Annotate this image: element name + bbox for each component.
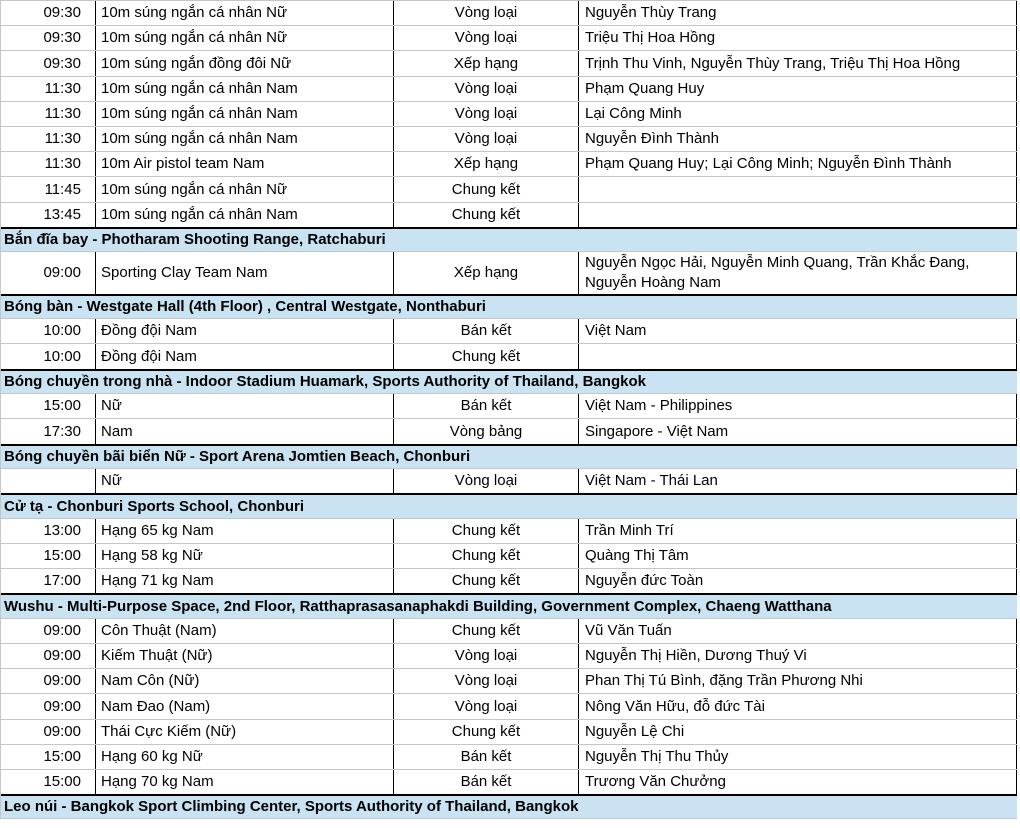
cell-event: 10m súng ngắn cá nhân Nữ <box>96 1 394 25</box>
cell-participants: Nguyễn Đình Thành <box>579 127 1017 151</box>
cell-participants: Quàng Thị Tâm <box>579 544 1017 568</box>
cell-round: Vòng loại <box>394 669 579 693</box>
cell-time: 09:00 <box>1 669 96 693</box>
schedule-row <box>1 76 1017 101</box>
cell-event: Hạng 58 kg Nữ <box>96 544 394 568</box>
section-header: Cử tạ - Chonburi Sports School, Chonburi <box>1 493 1017 518</box>
schedule-row <box>1 769 1017 794</box>
section-header: Bóng chuyền trong nhà - Indoor Stadium Huamark, Sports Authority of Thailand, Bangkok <box>1 369 1017 394</box>
schedule-row <box>1 518 1017 543</box>
cell-time: 09:30 <box>1 1 96 25</box>
cell-time: 15:00 <box>1 745 96 769</box>
schedule-row <box>1 418 1017 443</box>
schedule-row <box>1 618 1017 643</box>
cell-round: Vòng loại <box>394 26 579 50</box>
cell-event: Đồng đội Nam <box>96 344 394 368</box>
cell-round: Chung kết <box>394 344 579 368</box>
schedule-row <box>1 202 1017 227</box>
cell-round: Bán kết <box>394 745 579 769</box>
cell-time: 09:00 <box>1 619 96 643</box>
schedule-row <box>1 101 1017 126</box>
cell-participants <box>579 344 1017 368</box>
cell-time: 15:00 <box>1 770 96 794</box>
cell-event: Thái Cực Kiếm (Nữ) <box>96 720 394 744</box>
cell-participants: Singapore - Việt Nam <box>579 419 1017 443</box>
cell-event: Nam Đao (Nam) <box>96 694 394 718</box>
cell-round: Chung kết <box>394 720 579 744</box>
cell-round: Vòng loại <box>394 102 579 126</box>
cell-participants: Nguyễn đức Toàn <box>579 569 1017 593</box>
cell-event: Sporting Clay Team Nam <box>96 252 394 294</box>
cell-time: 09:30 <box>1 26 96 50</box>
schedule-row <box>1 568 1017 593</box>
cell-time: 11:30 <box>1 127 96 151</box>
cell-event: Hạng 70 kg Nam <box>96 770 394 794</box>
cell-round: Xếp hạng <box>394 51 579 75</box>
schedule-row <box>1 744 1017 769</box>
cell-participants: Nguyễn Thùy Trang <box>579 1 1017 25</box>
cell-event: 10m súng ngắn cá nhân Nữ <box>96 177 394 201</box>
schedule-row <box>1 50 1017 75</box>
cell-event: Nữ <box>96 469 394 493</box>
cell-event: Hạng 71 kg Nam <box>96 569 394 593</box>
cell-participants: Nguyễn Thị Thu Thủy <box>579 745 1017 769</box>
schedule-row <box>1 468 1017 493</box>
cell-round: Chung kết <box>394 177 579 201</box>
cell-time: 10:00 <box>1 344 96 368</box>
cell-round: Chung kết <box>394 619 579 643</box>
cell-event: 10m súng ngắn cá nhân Nam <box>96 102 394 126</box>
cell-event: 10m súng ngắn cá nhân Nam <box>96 127 394 151</box>
cell-round: Bán kết <box>394 319 579 343</box>
schedule-row <box>1 343 1017 368</box>
schedule-row <box>1 393 1017 418</box>
cell-time: 11:30 <box>1 152 96 176</box>
cell-round: Vòng loại <box>394 644 579 668</box>
schedule-row <box>1 151 1017 176</box>
section-header: Bóng chuyền bãi biển Nữ - Sport Arena Jomtien Beach, Chonburi <box>1 444 1017 469</box>
cell-event: Đồng đội Nam <box>96 319 394 343</box>
schedule-row <box>1 693 1017 718</box>
cell-time: 13:00 <box>1 519 96 543</box>
cell-participants: Trương Văn Chưởng <box>579 770 1017 794</box>
cell-participants: Phạm Quang Huy <box>579 77 1017 101</box>
cell-participants <box>579 203 1017 227</box>
cell-participants: Nguyễn Thị Hiền, Dương Thuý Vi <box>579 644 1017 668</box>
schedule-row <box>1 318 1017 343</box>
cell-event: Nam <box>96 419 394 443</box>
cell-time: 10:00 <box>1 319 96 343</box>
schedule-row <box>1 251 1017 294</box>
cell-event: 10m súng ngắn cá nhân Nữ <box>96 26 394 50</box>
cell-event: Hạng 60 kg Nữ <box>96 745 394 769</box>
cell-time: 09:30 <box>1 51 96 75</box>
cell-time: 13:45 <box>1 203 96 227</box>
section-header: Wushu - Multi-Purpose Space, 2nd Floor, Ratthaprasasanaphakdi Building, Government Complex, Chaeng Watthana <box>1 593 1017 618</box>
cell-round: Chung kết <box>394 544 579 568</box>
cell-participants: Nguyễn Ngọc Hải, Nguyễn Minh Quang, Trần Khắc Đang, Nguyễn Hoàng Nam <box>579 252 1017 294</box>
cell-round: Vòng loại <box>394 469 579 493</box>
cell-participants: Việt Nam - Philippines <box>579 394 1017 418</box>
cell-time: 11:30 <box>1 77 96 101</box>
cell-event: Nam Côn (Nữ) <box>96 669 394 693</box>
cell-participants: Trần Minh Trí <box>579 519 1017 543</box>
cell-time: 09:00 <box>1 694 96 718</box>
cell-round: Xếp hạng <box>394 252 579 294</box>
cell-participants: Phan Thị Tú Bình, đặng Trần Phương Nhi <box>579 669 1017 693</box>
cell-event: 10m Air pistol team Nam <box>96 152 394 176</box>
section-header: Bóng bàn - Westgate Hall (4th Floor) , Central Westgate, Nonthaburi <box>1 294 1017 319</box>
cell-time: 17:30 <box>1 419 96 443</box>
cell-time <box>1 469 96 493</box>
cell-event: Côn Thuật (Nam) <box>96 619 394 643</box>
schedule-row <box>1 719 1017 744</box>
cell-round: Vòng loại <box>394 694 579 718</box>
schedule-row <box>1 643 1017 668</box>
cell-event: Hạng 65 kg Nam <box>96 519 394 543</box>
cell-round: Vòng bảng <box>394 419 579 443</box>
cell-participants <box>579 177 1017 201</box>
cell-participants: Lại Công Minh <box>579 102 1017 126</box>
cell-round: Vòng loại <box>394 77 579 101</box>
cell-participants: Phạm Quang Huy; Lại Công Minh; Nguyễn Đình Thành <box>579 152 1017 176</box>
cell-round: Chung kết <box>394 519 579 543</box>
cell-time: 09:00 <box>1 644 96 668</box>
cell-time: 15:00 <box>1 394 96 418</box>
cell-participants: Nông Văn Hữu, đỗ đức Tài <box>579 694 1017 718</box>
section-header: Leo núi - Bangkok Sport Climbing Center, Sports Authority of Thailand, Bangkok <box>1 794 1017 819</box>
cell-time: 09:00 <box>1 252 96 294</box>
cell-round: Vòng loại <box>394 1 579 25</box>
cell-time: 17:00 <box>1 569 96 593</box>
cell-participants: Vũ Văn Tuấn <box>579 619 1017 643</box>
cell-round: Xếp hạng <box>394 152 579 176</box>
cell-round: Bán kết <box>394 394 579 418</box>
cell-participants: Việt Nam - Thái Lan <box>579 469 1017 493</box>
cell-event: 10m súng ngắn đồng đôi Nữ <box>96 51 394 75</box>
cell-participants: Việt Nam <box>579 319 1017 343</box>
cell-participants: Nguyễn Lệ Chi <box>579 720 1017 744</box>
schedule-row <box>1 0 1017 25</box>
cell-time: 11:45 <box>1 177 96 201</box>
cell-time: 09:00 <box>1 720 96 744</box>
cell-round: Chung kết <box>394 569 579 593</box>
schedule-row <box>1 176 1017 201</box>
cell-participants: Triệu Thị Hoa Hồng <box>579 26 1017 50</box>
cell-time: 11:30 <box>1 102 96 126</box>
cell-event: Kiếm Thuật (Nữ) <box>96 644 394 668</box>
cell-time: 15:00 <box>1 544 96 568</box>
schedule-row <box>1 543 1017 568</box>
section-header: Bắn đĩa bay - Photharam Shooting Range, Ratchaburi <box>1 227 1017 252</box>
cell-round: Chung kết <box>394 203 579 227</box>
cell-event: 10m súng ngắn cá nhân Nam <box>96 77 394 101</box>
cell-event: Nữ <box>96 394 394 418</box>
cell-round: Vòng loại <box>394 127 579 151</box>
cell-event: 10m súng ngắn cá nhân Nam <box>96 203 394 227</box>
schedule-row <box>1 126 1017 151</box>
schedule-row <box>1 25 1017 50</box>
cell-participants: Trịnh Thu Vinh, Nguyễn Thùy Trang, Triệu Thị Hoa Hồng <box>579 51 1017 75</box>
cell-round: Bán kết <box>394 770 579 794</box>
schedule-row <box>1 668 1017 693</box>
